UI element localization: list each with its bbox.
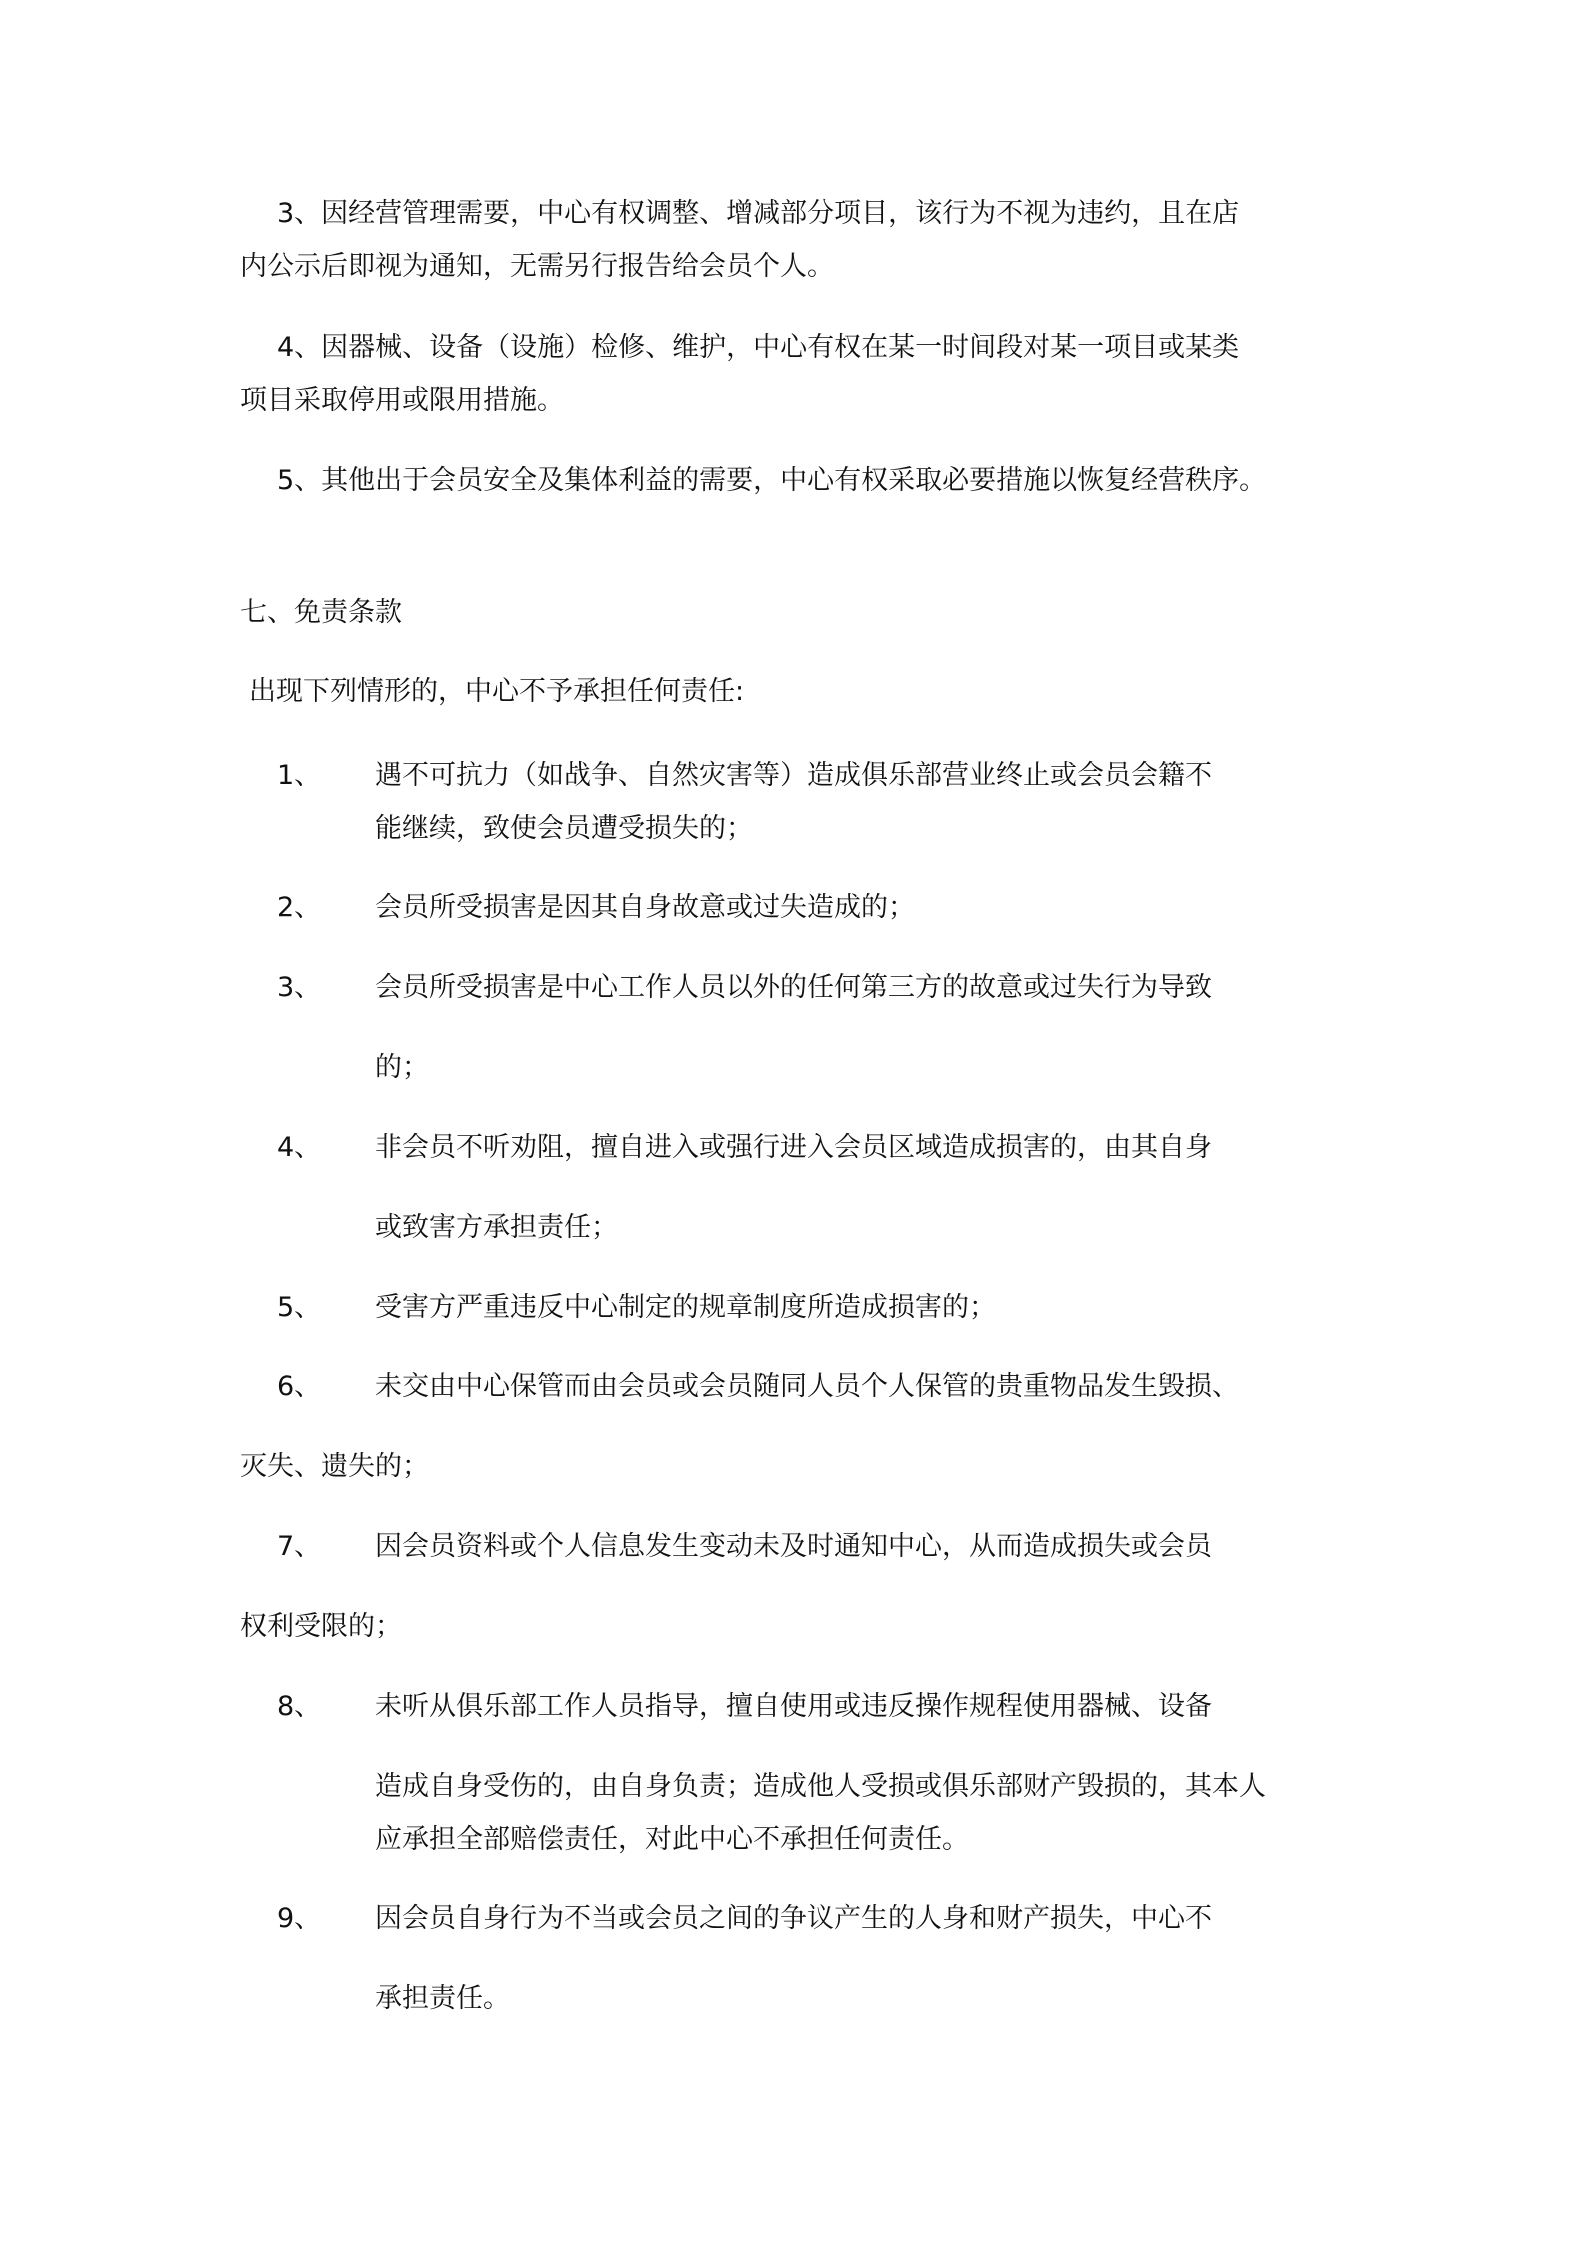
list-item-line: 承担责任。 — [375, 1983, 510, 2014]
list-item-line: 未交由中心保管而由会员或会员随同人员个人保管的贵重物品发生毁损、 — [375, 1371, 1239, 1402]
list-item-line: 因会员自身行为不当或会员之间的争议产生的人身和财产损失，中心不 — [375, 1903, 1212, 1934]
list-item-number: 8、 — [277, 1691, 322, 1722]
list-item-number: 4、 — [277, 1132, 322, 1163]
item-4-line-1: 4、因器械、设备（设施）检修、维护，中心有权在某一时间段对某一项目或某类 — [277, 332, 1240, 363]
list-item-number: 6、 — [277, 1371, 322, 1402]
section-intro: 出现下列情形的，中心不予承担任何责任: — [249, 676, 745, 707]
item-3-line-2: 内公示后即视为通知，无需另行报告给会员个人。 — [240, 251, 834, 282]
item-3-line-1: 3、因经营管理需要，中心有权调整、增减部分项目，该行为不视为违约，且在店 — [277, 198, 1240, 229]
list-item-line: 非会员不听劝阻，擅自进入或强行进入会员区域造成损害的，由其自身 — [375, 1132, 1212, 1163]
list-item-number: 3、 — [277, 972, 322, 1003]
list-item-line: 遇不可抗力（如战争、自然灾害等）造成俱乐部营业终止或会员会籍不 — [375, 760, 1212, 791]
list-item-line: 会员所受损害是因其自身故意或过失造成的； — [375, 892, 915, 923]
list-item-number: 1、 — [277, 760, 322, 791]
list-item-line: 因会员资料或个人信息发生变动未及时通知中心，从而造成损失或会员 — [375, 1531, 1212, 1562]
section-heading: 七、免责条款 — [240, 597, 402, 628]
list-item-line: 或致害方承担责任； — [375, 1212, 618, 1243]
item-5-line-1: 5、其他出于会员安全及集体利益的需要，中心有权采取必要措施以恢复经营秩序。 — [277, 465, 1267, 496]
list-item-number: 9、 — [277, 1903, 322, 1934]
list-item-line: 能继续，致使会员遭受损失的； — [375, 813, 753, 844]
list-item-number: 5、 — [277, 1292, 322, 1323]
list-item-line: 会员所受损害是中心工作人员以外的任何第三方的故意或过失行为导致 — [375, 972, 1212, 1003]
list-item-line: 受害方严重违反中心制定的规章制度所造成损害的； — [375, 1292, 996, 1323]
item-4-line-2: 项目采取停用或限用措施。 — [240, 385, 564, 416]
list-item-line: 权利受限的； — [240, 1611, 402, 1642]
list-item-number: 7、 — [277, 1531, 322, 1562]
list-item-line: 的； — [375, 1052, 429, 1083]
list-item-line: 未听从俱乐部工作人员指导，擅自使用或违反操作规程使用器械、设备 — [375, 1691, 1212, 1722]
list-item-line: 应承担全部赔偿责任，对此中心不承担任何责任。 — [375, 1824, 969, 1855]
list-item-line: 造成自身受伤的，由自身负责；造成他人受损或俱乐部财产毁损的，其本人 — [375, 1771, 1266, 1802]
list-item-number: 2、 — [277, 892, 322, 923]
list-item-line: 灭失、遗失的； — [240, 1451, 429, 1482]
